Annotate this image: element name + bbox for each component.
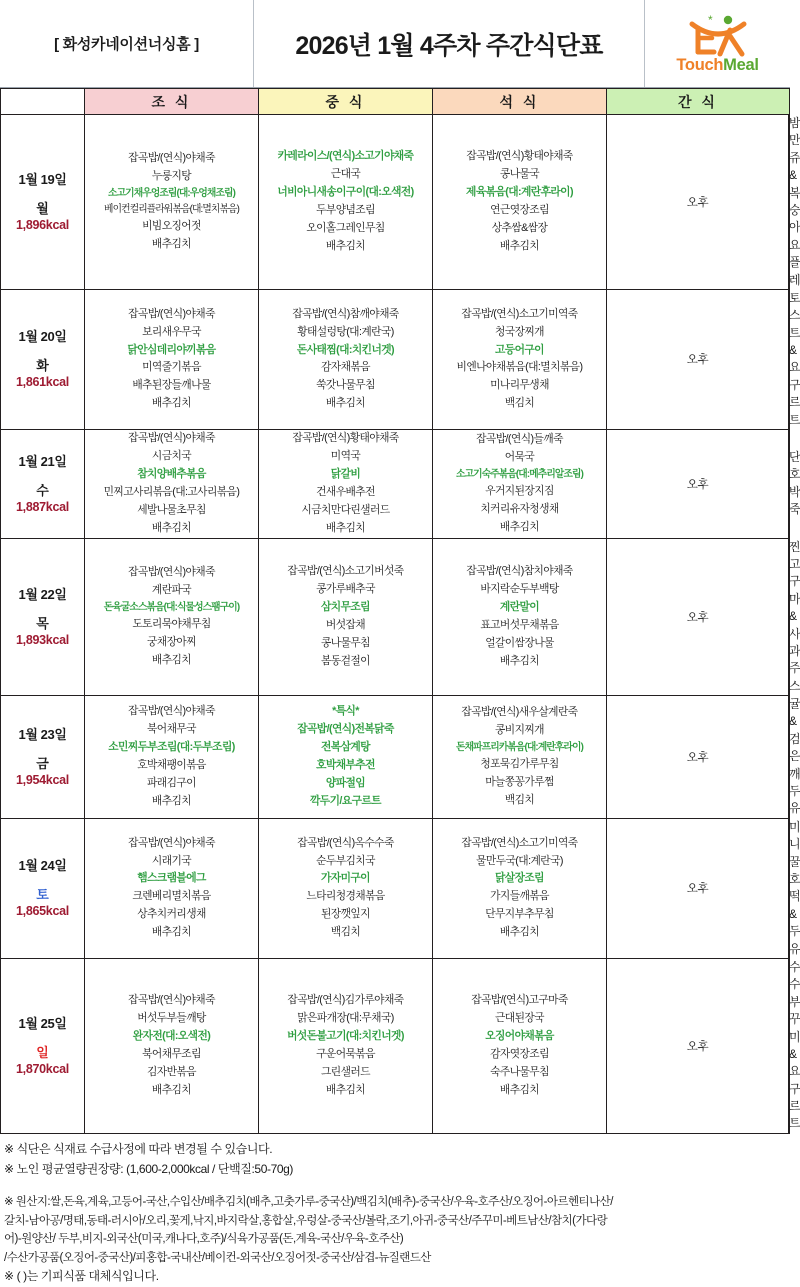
day-of-week-label: 일 [36, 1044, 49, 1060]
breakfast-cell [85, 818, 259, 958]
dish-item: 잡곡밥/(연식)전복닭죽 [297, 723, 394, 736]
dish-item: 잡곡밥/(연식)들깨죽 [476, 432, 563, 445]
snack-time-cell: 오후 [607, 818, 789, 958]
dish-item: 버섯잡채 [325, 618, 366, 631]
dish-item: 제육볶음(대:계란후라이) [466, 186, 573, 199]
dish-item: 상추쌈&쌈장 [491, 221, 548, 234]
dinner-cell [433, 958, 607, 1133]
dish-item: 미역줄기볶음 [142, 361, 201, 374]
breakfast-cell [85, 289, 259, 429]
day-of-week-label: 월 [36, 200, 49, 216]
dish-item: 어묵국 [504, 450, 535, 463]
lunch-cell [259, 958, 433, 1133]
date-cell [1, 958, 85, 1133]
dish-item: 너비아니새송이구이(대:오색전) [277, 186, 414, 199]
dish-item: 배추김치 [151, 238, 192, 251]
snack-line: 귤&검은깨두유 [789, 697, 800, 816]
dish-item: 배추김치 [325, 521, 366, 534]
dish-item: 전복삼계탕 [321, 741, 370, 754]
lunch-cell [259, 818, 433, 958]
dish-item: 도토리묵야채무침 [132, 618, 211, 630]
snack-line: 수수부꾸미 [789, 959, 800, 1044]
dish-item: 얼갈이쌈장나물 [485, 636, 554, 649]
dish-item: 닭살장조림 [495, 872, 544, 885]
page-header [0, 0, 790, 88]
dinner-cell [433, 115, 607, 290]
dish-item: 시금치국 [151, 449, 192, 462]
column-header-snack: 간 식 [607, 89, 790, 115]
dish-item: 잡곡밥/(연식)참치야채죽 [466, 565, 573, 578]
calorie-label: 1,861kcal [16, 375, 69, 390]
dish-item: 돈육굴소스볶음(대:식물성스팸구이) [103, 601, 240, 613]
dish-item: 감자채볶음 [321, 361, 370, 374]
dish-item: 참치양배추볶음 [137, 467, 206, 480]
dish-item: 깍두기/요구르트 [310, 794, 381, 807]
dish-item: 배추김치 [151, 926, 192, 939]
date-cell [1, 538, 85, 696]
table-row [1, 115, 790, 290]
note-substitute-policy: ※ ( )는 기피식품 대체식입니다. [4, 1269, 159, 1283]
day-of-week-label: 목 [36, 615, 49, 631]
breakfast-cell [85, 696, 259, 819]
calorie-label: 1,870kcal [16, 1061, 69, 1076]
logo-text-meal: Meal [723, 55, 759, 74]
dish-item: 파래김구이 [147, 776, 196, 789]
dish-item: 백김치 [504, 793, 535, 806]
dish-item: 배추김치 [151, 521, 192, 534]
dish-item: 잡곡밥/(연식)야채죽 [128, 705, 215, 718]
dish-item: 오이홀그레인무침 [306, 221, 385, 234]
column-header-dinner: 석 식 [433, 89, 607, 115]
day-of-week-label: 토 [36, 887, 49, 903]
origin-line: /수산가공품(오징어-중국산)/피홍합-국내산/베이컨-외국산/오징어젓-중국산/삼겹-뉴질랜드산 [4, 1251, 431, 1264]
dish-item: 가지들깨볶음 [490, 890, 549, 903]
breakfast-cell [85, 958, 259, 1133]
lunch-cell [259, 430, 433, 539]
note-origin-block [4, 1193, 786, 1267]
dish-item: 콩나물무침 [321, 636, 370, 649]
dish-item: 바지락순두부백탕 [480, 582, 559, 595]
dish-item: 쑥갓나물무침 [316, 379, 375, 392]
dish-item: 물만두국(대:계란국) [476, 854, 563, 867]
dish-item: 근대국 [330, 168, 361, 181]
breakfast-cell [85, 538, 259, 696]
dish-item: 김자반볶음 [147, 1065, 196, 1078]
dish-item: 잡곡밥/(연식)김가루야채죽 [287, 994, 404, 1007]
svg-text:*: * [707, 12, 713, 27]
touchmeal-wordmark [676, 57, 758, 74]
date-label: 1월 25일 [18, 1015, 67, 1031]
snack-name-cell [789, 696, 800, 819]
dish-item: 닭안심데리야끼볶음 [127, 343, 216, 356]
dish-item: 잡곡밥/(연식)야채죽 [128, 432, 215, 445]
calorie-label: 1,887kcal [16, 499, 69, 514]
dish-item: 닭갈비 [330, 467, 361, 480]
dish-item: 된장깻잎지 [321, 908, 370, 921]
day-of-week-label: 화 [36, 358, 49, 374]
dish-item: 잡곡밥/(연식)고구마죽 [471, 994, 568, 1007]
dish-item: 오징어야채볶음 [485, 1029, 554, 1042]
dish-item: 숙주나물무침 [490, 1065, 549, 1078]
dish-item: 건새우배추전 [316, 485, 375, 498]
dish-item: 백김치 [504, 397, 535, 410]
footer-notes [0, 1134, 790, 1287]
dish-item: 단무지부추무침 [485, 908, 554, 921]
snack-line: &요구르트 [789, 1046, 800, 1131]
origin-line: ※ 원산지:쌀,돈육,계육,고등어-국산,수입산/배추김치(배추,고춧가루-중국산)/백김치(배추)-중국산/우육-호주산/오징어-아르헨티나산/ [4, 1196, 613, 1209]
snack-name-cell [789, 958, 800, 1133]
dish-item: 잡곡밥/(연식)소고기미역죽 [461, 836, 578, 849]
table-row [1, 538, 790, 696]
lunch-cell [259, 696, 433, 819]
dinner-cell [433, 289, 607, 429]
dish-item: 계란파국 [151, 583, 192, 596]
date-label: 1월 22일 [18, 586, 67, 602]
dish-item: 마늘쫑꽁가루쩜 [485, 776, 554, 789]
dish-item: 미역국 [330, 449, 361, 462]
dish-item: 잡곡밥/(연식)참깨야채죽 [292, 307, 399, 320]
day-of-week-label: 금 [36, 755, 49, 771]
logo-text-touch: Touch [676, 55, 724, 74]
date-label: 1월 23일 [18, 726, 67, 742]
touchmeal-logo [645, 0, 790, 87]
dish-item: 잡곡밥/(연식)야채죽 [128, 994, 215, 1007]
snack-time-cell: 오후 [607, 696, 789, 819]
dish-item: 우거지된장지짐 [485, 484, 554, 497]
dish-item: 소민찌두부조림(대:두부조림) [108, 741, 235, 754]
dish-item: 계란말이 [499, 600, 540, 613]
snack-line: 단호박죽 [789, 450, 800, 517]
date-cell [1, 818, 85, 958]
dish-item: 배추김치 [499, 926, 540, 939]
dish-item: 잡곡밥/(연식)옥수수죽 [297, 836, 394, 849]
dish-item: 잡곡밥/(연식)황태야채죽 [466, 150, 573, 163]
dish-item: 햄스크램블에그 [137, 872, 206, 885]
snack-name-cell [789, 538, 800, 696]
dish-item: 호박채부추전 [316, 758, 375, 771]
dish-item: 크렌베리멸치볶음 [132, 890, 211, 903]
table-body [1, 115, 800, 1134]
dish-item: 청포묵김가루무침 [480, 758, 559, 771]
lunch-cell [259, 538, 433, 696]
dish-item: 미나리무생채 [490, 379, 549, 392]
dish-item: 베이컨컬리플라워볶음(대:멸치볶음) [104, 203, 239, 215]
snack-name-cell [789, 430, 800, 539]
dish-item: 배추김치 [151, 794, 192, 807]
dish-item: 잡곡밥/(연식)야채죽 [128, 836, 215, 849]
page-title: 2026년 1월 4주차 주간식단표 [254, 0, 645, 87]
dish-item: 잡곡밥/(연식)소고기버섯죽 [287, 565, 404, 578]
dish-item: 배추된장들깨나물 [132, 379, 211, 392]
dish-item: 북어채무국 [147, 723, 196, 736]
snack-name-cell [789, 818, 800, 958]
dish-item: 돈사태찜(대:치킨너겟) [296, 343, 395, 356]
dish-item: 배추김치 [151, 653, 192, 666]
dish-item: 배추김치 [151, 1083, 192, 1096]
dish-item: 콩나물국 [499, 168, 540, 181]
dish-item: 잡곡밥/(연식)황태야채죽 [292, 432, 399, 445]
dish-item: 배추김치 [499, 520, 540, 533]
date-cell [1, 115, 85, 290]
snack-line: 토스트&요구르트 [789, 290, 800, 427]
dish-item: 완자전(대:오색전) [132, 1029, 211, 1042]
column-header-breakfast: 조 식 [85, 89, 259, 115]
dinner-cell [433, 538, 607, 696]
date-label: 1월 24일 [18, 858, 67, 874]
snack-line: 미니꿀호떡&두유 [789, 819, 800, 956]
dish-item: 카레라이스/(연식)소고기야채죽 [277, 150, 414, 163]
dish-item: 배추김치 [499, 654, 540, 667]
dish-item: 세발나물초무침 [137, 503, 206, 516]
dish-item: 가자미구이 [321, 872, 370, 885]
organization-name: [ 화성카네이션너싱홈 ] [0, 0, 254, 87]
column-header-date [1, 89, 85, 115]
note-spacer [4, 1179, 786, 1185]
calorie-label: 1,954kcal [16, 772, 69, 787]
dish-item: 콩가루배추국 [316, 582, 375, 595]
calorie-label: 1,896kcal [16, 217, 69, 232]
dish-item: *특식* [332, 705, 359, 718]
snack-name-cell [789, 289, 800, 429]
dish-item: 궁채장아찌 [147, 635, 196, 648]
dish-item: 구운어묵볶음 [316, 1047, 375, 1060]
dish-item: 시래기국 [151, 854, 192, 867]
dish-item: 청국장찌개 [495, 325, 544, 338]
dish-item: 호박채팽이볶음 [137, 758, 206, 771]
dish-item: 표고버섯무채볶음 [480, 618, 559, 631]
dish-item: 봄동겉절이 [321, 654, 370, 667]
date-label: 1월 20일 [18, 329, 67, 345]
breakfast-cell [85, 430, 259, 539]
dinner-cell [433, 818, 607, 958]
dish-item: 잡곡밥/(연식)야채죽 [128, 307, 215, 320]
day-of-week-label: 수 [36, 482, 49, 498]
dish-item: 치커리유자청생채 [480, 502, 559, 515]
dish-item: 돈채파프리카볶음(대:계란후라이) [456, 741, 583, 753]
lunch-cell [259, 115, 433, 290]
table-row [1, 289, 790, 429]
dish-item: 비빔오징어젓 [142, 220, 201, 233]
dish-item: 누룽지탕 [151, 169, 192, 182]
dish-item: 잡곡밥/(연식)소고기미역죽 [461, 307, 578, 320]
dish-item: 두부양념조림 [316, 203, 375, 216]
date-cell [1, 430, 85, 539]
snack-time-cell: 오후 [607, 958, 789, 1133]
dish-item: 민찌고사리볶음(대:고사리볶음) [103, 485, 240, 498]
snack-time-cell: 오후 [607, 115, 789, 290]
dish-item: 상추치커리생채 [137, 908, 206, 921]
table-header-row [1, 89, 790, 115]
note-calorie-guideline: ※ 노인 평균열량권장량: (1,600-2,000kcal / 단백질:50-70g) [4, 1161, 293, 1176]
date-cell [1, 696, 85, 819]
dish-item: 배추김치 [499, 239, 540, 252]
dish-item: 소고기채우엉조림(대:우엉채조림) [108, 187, 235, 199]
dish-item: 배추김치 [325, 239, 366, 252]
dish-item: 그린샐러드 [321, 1065, 370, 1078]
dish-item: 연근엿장조림 [490, 203, 549, 216]
dish-item: 콩비지찌개 [495, 723, 544, 736]
dish-item: 양파절임 [325, 776, 366, 789]
breakfast-cell [85, 115, 259, 290]
snack-line: 밤만쥬 [789, 116, 800, 165]
note-change-policy: ※ 식단은 식재료 수급사정에 따라 변경될 수 있습니다. [4, 1141, 273, 1156]
dish-item: 잡곡밥/(연식)야채죽 [128, 151, 215, 164]
dish-item: 황태설렁탕(대:계란국) [297, 325, 394, 338]
dish-item: 맑은파개장(대:무채국) [297, 1012, 394, 1025]
dish-item: 비엔나야채볶음(대:멸치볶음) [456, 361, 583, 374]
dish-item: 배추김치 [151, 397, 192, 410]
dish-item: 보리새우무국 [142, 325, 201, 338]
dish-item: 고등어구이 [495, 343, 544, 356]
dish-item: 느타리청경채볶음 [306, 890, 385, 903]
dish-item: 근대된장국 [495, 1012, 544, 1025]
lunch-cell [259, 289, 433, 429]
table-row [1, 696, 790, 819]
dish-item: 삼치무조림 [321, 600, 370, 613]
snack-name-cell [789, 115, 800, 290]
origin-line: 어)-원양산/ 두부,비지-외국산(미국,캐나다,호주)/식육가공품(돈,계육-국산/우육-호주산) [4, 1233, 404, 1246]
dish-item: 잡곡밥/(연식)새우살계란죽 [461, 705, 578, 718]
dish-item: 소고기숙주볶음(대:메추리알조림) [456, 468, 583, 480]
dish-item: 북어채무조림 [142, 1047, 201, 1060]
date-cell [1, 289, 85, 429]
calorie-label: 1,893kcal [16, 632, 69, 647]
dish-item: 시금치만다린샐러드 [301, 503, 390, 516]
dish-item: 버섯두부들깨탕 [137, 1012, 206, 1025]
dish-item: 배추김치 [499, 1083, 540, 1096]
snack-line: &복숭아요플레 [789, 168, 800, 287]
column-header-lunch: 중 식 [259, 89, 433, 115]
snack-time-cell: 오후 [607, 289, 789, 429]
snack-time-cell: 오후 [607, 538, 789, 696]
snack-time-cell: 오후 [607, 430, 789, 539]
table-row [1, 958, 790, 1133]
dish-item: 감자엿장조림 [490, 1047, 549, 1060]
date-label: 1월 21일 [18, 453, 67, 469]
table-head [1, 89, 790, 115]
date-label: 1월 19일 [18, 171, 67, 187]
dish-item: 배추김치 [325, 1083, 366, 1096]
table-row [1, 818, 790, 958]
dish-item: 잡곡밥/(연식)야채죽 [128, 565, 215, 578]
origin-line: 갈치-남아공/명태,동태-러시아/오리,꽃게,낙지,바지락살,홍합살,우렁살-중국산/볼락,조기,아귀-중국산/주꾸미-베트남산/참치(가다랑 [4, 1214, 608, 1227]
dish-item: 배추김치 [325, 397, 366, 410]
calorie-label: 1,865kcal [16, 904, 69, 919]
dish-item: 백김치 [330, 926, 361, 939]
snack-line: 찐고구마&사과주스 [789, 539, 800, 693]
dinner-cell [433, 696, 607, 819]
dinner-cell [433, 430, 607, 539]
weekly-meal-table [0, 88, 800, 1134]
touchmeal-logo-icon [686, 14, 750, 56]
dish-item: 버섯돈불고기(대:치킨너겟) [287, 1029, 404, 1042]
dish-item: 순두부김치국 [316, 854, 375, 867]
table-row [1, 430, 790, 539]
